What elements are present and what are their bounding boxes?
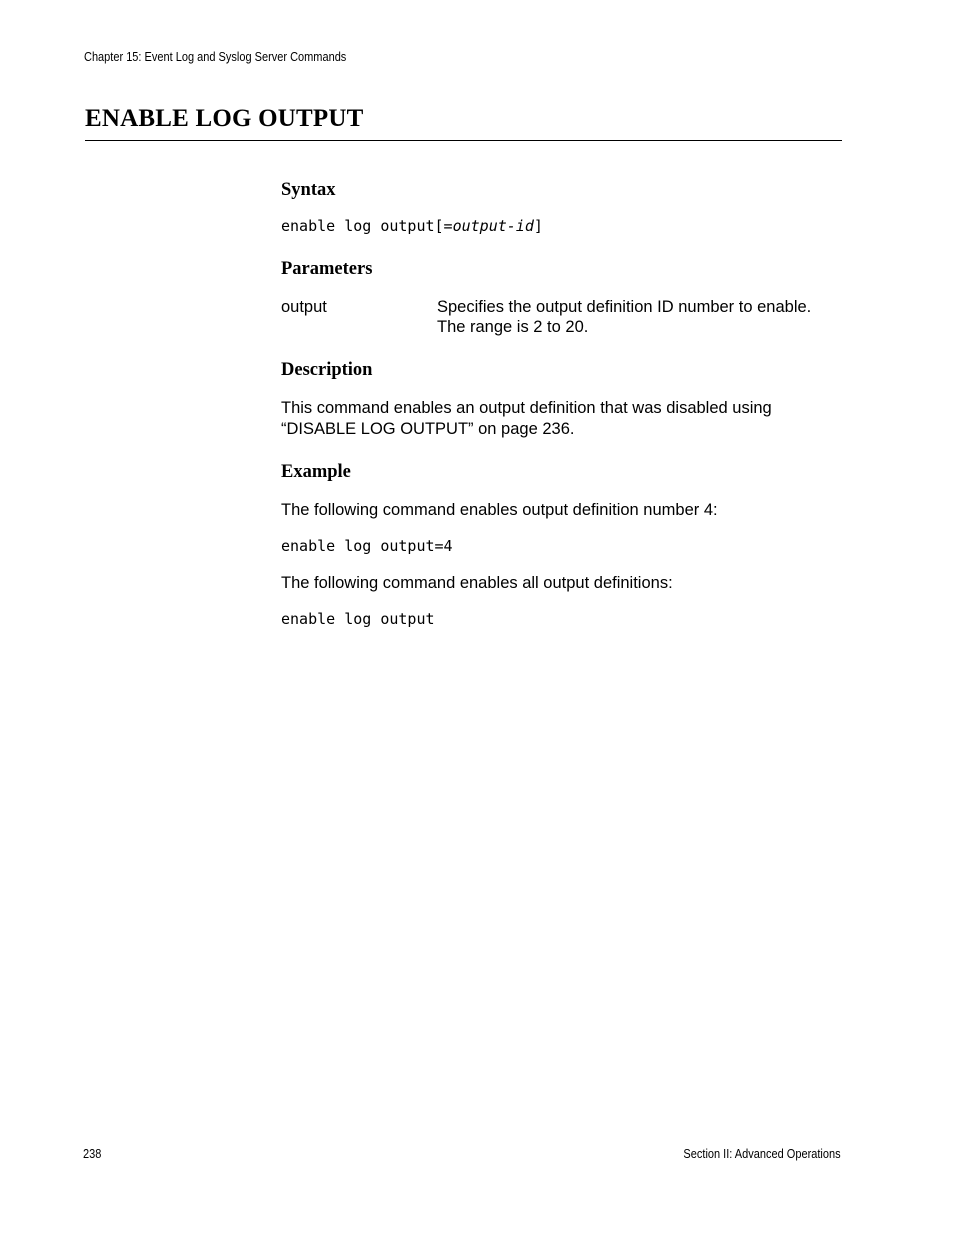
example-text-1: The following command enables output definition number 4: [281, 501, 718, 519]
page-title: ENABLE LOG OUTPUT [85, 105, 364, 132]
description-line: This command enables an output definition that was disabled using [281, 399, 772, 417]
title-rule [85, 140, 842, 141]
syntax-argument: output-id [452, 217, 534, 235]
parameter-description [437, 297, 811, 337]
example-code-1: enable log output=4 [281, 537, 453, 555]
description-heading: Description [281, 360, 373, 380]
parameter-name: output [281, 298, 327, 316]
example-text-2: The following command enables all output definitions: [281, 574, 673, 592]
example-code-2: enable log output [281, 610, 435, 628]
syntax-heading: Syntax [281, 180, 336, 200]
description-text [281, 398, 772, 440]
parameter-description-line: Specifies the output definition ID number to enable. [437, 298, 812, 316]
section-name: Section II: Advanced Operations [683, 1147, 841, 1161]
description-line: “DISABLE LOG OUTPUT” on page 236. [281, 420, 575, 438]
syntax-command-text: enable log output[= [281, 217, 453, 235]
example-heading: Example [281, 462, 351, 482]
parameter-description-line: The range is 2 to 20. [437, 318, 589, 336]
page-number: 238 [83, 1147, 102, 1161]
running-header: Chapter 15: Event Log and Syslog Server Commands [84, 50, 347, 64]
syntax-command [281, 217, 543, 235]
parameters-heading: Parameters [281, 259, 373, 279]
syntax-close-bracket: ] [533, 217, 543, 235]
